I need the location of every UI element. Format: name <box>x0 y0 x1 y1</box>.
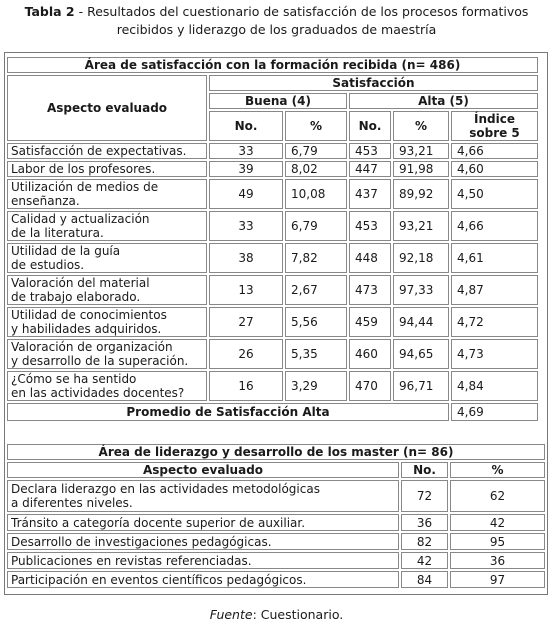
satisfaction-table-title: Área de satisfacción con la formación recibida (n= 486) <box>7 57 538 73</box>
leadership-aspect-header: Aspecto evaluado <box>7 462 399 478</box>
no-cell: 84 <box>401 571 448 588</box>
good-pct-cell: 6,79 <box>285 143 347 159</box>
aspect-cell <box>7 243 207 273</box>
high-no-cell: 460 <box>349 339 391 369</box>
high-header: Alta (5) <box>349 93 538 109</box>
good-no-cell: 38 <box>209 243 283 273</box>
high-pct-cell: 94,44 <box>393 307 449 337</box>
aspect-cell <box>7 275 207 305</box>
table-row <box>7 339 538 369</box>
aspect-cell: Desarrollo de investigaciones pedagógicas. <box>7 533 399 550</box>
source-label: Fuente <box>209 607 253 622</box>
index-header <box>451 111 538 141</box>
aspect-cell <box>7 211 207 241</box>
good-no-cell: 26 <box>209 339 283 369</box>
pct-cell: 42 <box>450 514 545 531</box>
aspect-line2: en las actividades docentes? <box>11 386 185 400</box>
index-header-line1: Índice <box>474 112 515 126</box>
aspect-line2: de la literatura. <box>11 226 104 240</box>
table-row <box>7 307 538 337</box>
index-cell: 4,73 <box>451 339 538 369</box>
high-pct-cell: 94,65 <box>393 339 449 369</box>
good-no-cell: 33 <box>209 211 283 241</box>
good-pct-cell: 5,56 <box>285 307 347 337</box>
leadership-pct-header: % <box>450 462 545 478</box>
table-row <box>7 514 545 531</box>
high-no-cell: 473 <box>349 275 391 305</box>
no-cell: 36 <box>401 514 448 531</box>
index-cell: 4,60 <box>451 161 538 177</box>
leadership-table <box>5 442 547 590</box>
index-cell: 4,66 <box>451 211 538 241</box>
aspect-line2: de estudios. <box>11 258 85 272</box>
index-cell: 4,50 <box>451 179 538 209</box>
aspect-line1: ¿Cómo se ha sentido <box>11 372 137 386</box>
aspect-line2: a diferentes niveles. <box>11 496 133 510</box>
index-cell: 4,61 <box>451 243 538 273</box>
aspect-line1: Utilización de medios de <box>11 180 159 194</box>
source-text: : Cuestionario. <box>252 607 344 622</box>
aspect-line2: enseñanza. <box>11 194 80 208</box>
aspect-cell <box>7 480 399 512</box>
aspect-cell: Satisfacción de expectativas. <box>7 143 207 159</box>
aspect-cell <box>7 307 207 337</box>
no-cell: 72 <box>401 480 448 512</box>
table-row <box>7 533 545 550</box>
good-pct-cell: 5,35 <box>285 339 347 369</box>
table-row <box>7 571 545 588</box>
high-no-cell: 453 <box>349 143 391 159</box>
high-no-cell: 459 <box>349 307 391 337</box>
good-no-cell: 13 <box>209 275 283 305</box>
good-pct-cell: 7,82 <box>285 243 347 273</box>
pct-cell: 36 <box>450 552 545 569</box>
pct-cell: 97 <box>450 571 545 588</box>
caption-text-line1: - Resultados del cuestionario de satisfacción de los procesos formativos <box>74 4 529 19</box>
table-row <box>7 480 545 512</box>
good-no-cell: 16 <box>209 371 283 401</box>
high-no-cell: 447 <box>349 161 391 177</box>
pct-cell: 62 <box>450 480 545 512</box>
leadership-table-title: Área de liderazgo y desarrollo de los master (n= 86) <box>7 444 545 460</box>
high-no-header: No. <box>349 111 391 141</box>
aspect-line1: Utilidad de conocimientos <box>11 308 167 322</box>
high-no-cell: 470 <box>349 371 391 401</box>
good-no-cell: 49 <box>209 179 283 209</box>
high-pct-cell: 93,21 <box>393 143 449 159</box>
no-cell: 42 <box>401 552 448 569</box>
high-no-cell: 453 <box>349 211 391 241</box>
table-row <box>7 371 538 401</box>
good-no-header: No. <box>209 111 283 141</box>
high-pct-cell: 93,21 <box>393 211 449 241</box>
good-pct-cell: 10,08 <box>285 179 347 209</box>
index-cell: 4,87 <box>451 275 538 305</box>
table-row <box>7 143 538 159</box>
aspect-cell: Tránsito a categoría docente superior de auxiliar. <box>7 514 399 531</box>
high-pct-cell: 96,71 <box>393 371 449 401</box>
good-no-cell: 27 <box>209 307 283 337</box>
table-row <box>7 275 538 305</box>
aspect-cell <box>7 179 207 209</box>
caption-text-line2: recibidos y liderazgo de los graduados de maestría <box>116 22 437 37</box>
good-pct-header: % <box>285 111 347 141</box>
table-row <box>7 552 545 569</box>
high-pct-cell: 97,33 <box>393 275 449 305</box>
average-row <box>7 403 538 421</box>
high-pct-cell: 92,18 <box>393 243 449 273</box>
table-row <box>7 161 538 177</box>
aspect-line1: Valoración de organización <box>11 340 173 354</box>
table-row <box>7 179 538 209</box>
high-pct-header: % <box>393 111 449 141</box>
aspect-cell: Publicaciones en revistas referenciadas. <box>7 552 399 569</box>
aspect-cell: Labor de los profesores. <box>7 161 207 177</box>
aspect-line2: de trabajo elaborado. <box>11 290 141 304</box>
aspect-line1: Calidad y actualización <box>11 212 150 226</box>
good-no-cell: 39 <box>209 161 283 177</box>
satisfaction-table <box>5 55 540 423</box>
no-cell: 82 <box>401 533 448 550</box>
good-pct-cell: 6,79 <box>285 211 347 241</box>
source-note <box>0 607 553 622</box>
high-no-cell: 448 <box>349 243 391 273</box>
average-label: Promedio de Satisfacción Alta <box>7 403 449 421</box>
satisfaction-header: Satisfacción <box>209 75 538 91</box>
aspect-header: Aspecto evaluado <box>7 75 207 141</box>
table-caption <box>0 3 553 39</box>
aspect-cell <box>7 371 207 401</box>
aspect-cell <box>7 339 207 369</box>
aspect-line2: y desarrollo de la superación. <box>11 354 189 368</box>
caption-label: Tabla 2 <box>24 4 75 19</box>
good-no-cell: 33 <box>209 143 283 159</box>
high-no-cell: 437 <box>349 179 391 209</box>
aspect-line1: Utilidad de la guía <box>11 244 121 258</box>
high-pct-cell: 89,92 <box>393 179 449 209</box>
index-header-line2: sobre 5 <box>469 126 520 140</box>
index-cell: 4,84 <box>451 371 538 401</box>
average-value: 4,69 <box>451 403 538 421</box>
good-pct-cell: 3,29 <box>285 371 347 401</box>
high-pct-cell: 91,98 <box>393 161 449 177</box>
aspect-line2: y habilidades adquiridos. <box>11 322 162 336</box>
aspect-line1: Valoración del material <box>11 276 150 290</box>
index-cell: 4,66 <box>451 143 538 159</box>
table-row <box>7 243 538 273</box>
good-header: Buena (4) <box>209 93 347 109</box>
aspect-cell: Participación en eventos científicos pedagógicos. <box>7 571 399 588</box>
index-cell: 4,72 <box>451 307 538 337</box>
leadership-no-header: No. <box>401 462 448 478</box>
good-pct-cell: 2,67 <box>285 275 347 305</box>
good-pct-cell: 8,02 <box>285 161 347 177</box>
aspect-line1: Declara liderazgo en las actividades metodológicas <box>11 482 320 496</box>
pct-cell: 95 <box>450 533 545 550</box>
table-row <box>7 211 538 241</box>
